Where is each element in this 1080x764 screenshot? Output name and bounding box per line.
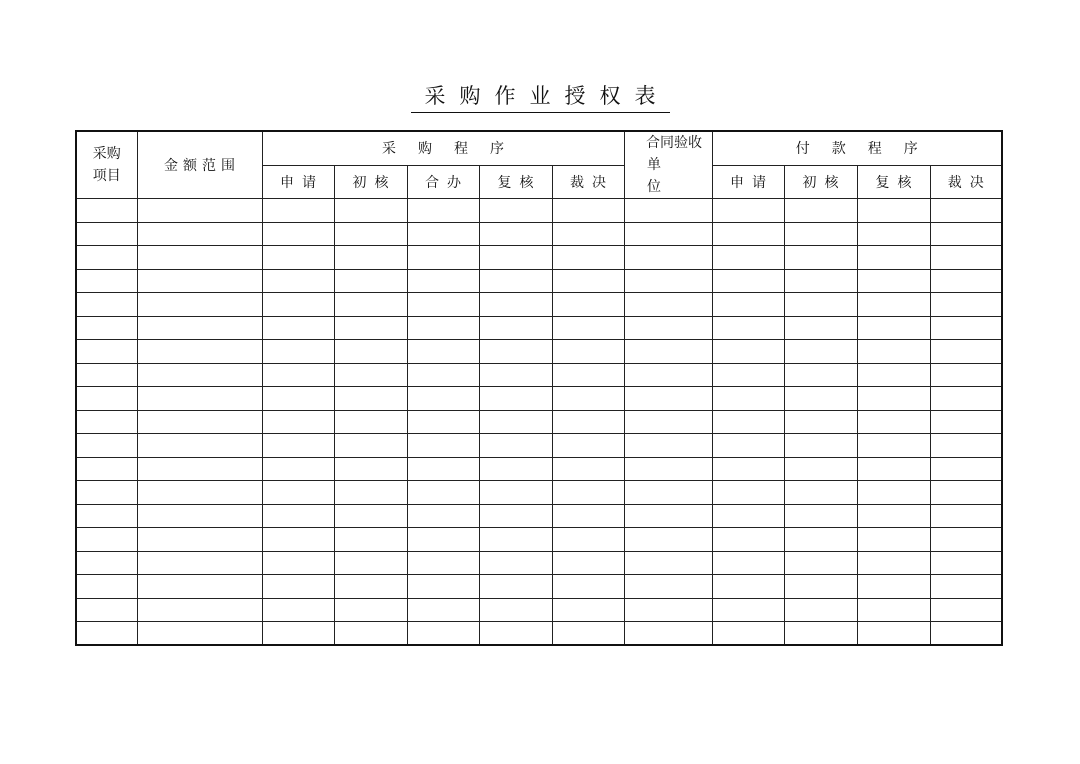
payment-step-apply-label: 申请 [730,174,775,191]
table-cell[interactable] [552,622,624,646]
table-cell[interactable] [784,622,857,646]
table-cell[interactable] [552,199,624,223]
header-procurement-item-line2: 项目 [92,168,121,184]
table-cell[interactable] [552,410,624,434]
table-cell[interactable] [552,363,624,387]
header-contract-inspection-line1: 合同验收 [646,135,703,151]
table-cell[interactable] [334,528,407,552]
table-cell[interactable] [784,504,857,528]
table-cell[interactable] [334,246,407,270]
table-cell[interactable] [784,481,857,505]
header-row-top [76,131,1002,165]
table-cell[interactable] [76,551,137,575]
procurement-step-initial-review-label: 初核 [352,174,397,191]
table-cell[interactable] [137,575,262,599]
table-cell[interactable] [334,481,407,505]
table-cell[interactable] [262,575,334,599]
procurement-step-joint-handling [407,165,479,198]
table-cell[interactable] [407,222,479,246]
table-cell[interactable] [857,457,930,481]
table-cell[interactable] [712,410,784,434]
table-cell[interactable] [76,246,137,270]
table-cell[interactable] [930,575,1002,599]
table-cell[interactable] [334,316,407,340]
table-cell[interactable] [137,528,262,552]
procurement-step-apply [262,165,334,198]
header-procurement-item-line1: 采购 [92,146,121,162]
payment-step-initial-review [784,165,857,198]
table-cell[interactable] [930,269,1002,293]
procurement-step-apply-label: 申请 [280,174,324,191]
table-cell[interactable] [262,434,334,458]
table-row [76,316,1002,340]
table-cell[interactable] [857,481,930,505]
table-cell[interactable] [930,316,1002,340]
table-cell[interactable] [784,293,857,317]
table-cell[interactable] [712,551,784,575]
table-cell[interactable] [76,340,137,364]
table-cell[interactable] [552,340,624,364]
table-cell[interactable] [334,293,407,317]
table-row [76,598,1002,622]
table-cell[interactable] [624,575,712,599]
table-cell[interactable] [407,598,479,622]
table-cell[interactable] [552,528,624,552]
table-cell[interactable] [712,504,784,528]
table-cell[interactable] [262,222,334,246]
table-row [76,363,1002,387]
table-cell[interactable] [712,387,784,411]
table-cell[interactable] [76,504,137,528]
table-cell[interactable] [262,246,334,270]
table-cell[interactable] [930,293,1002,317]
table-cell[interactable] [857,293,930,317]
table-cell[interactable] [930,551,1002,575]
table-cell[interactable] [76,410,137,434]
header-contract-inspection-unit [624,131,712,199]
table-cell[interactable] [624,551,712,575]
table-row [76,293,1002,317]
table-cell[interactable] [857,199,930,223]
table-cell[interactable] [784,457,857,481]
table-cell[interactable] [857,363,930,387]
table-cell[interactable] [624,457,712,481]
table-cell[interactable] [137,457,262,481]
table-cell[interactable] [76,293,137,317]
procurement-step-re-review [479,165,552,198]
header-procurement-procedure [262,131,624,165]
procurement-step-initial-review [334,165,407,198]
table-cell[interactable] [137,246,262,270]
table-cell[interactable] [712,598,784,622]
table-cell[interactable] [712,457,784,481]
table-cell[interactable] [552,481,624,505]
table-cell[interactable] [479,575,552,599]
table-cell[interactable] [857,575,930,599]
table-cell[interactable] [784,551,857,575]
table-cell[interactable] [930,457,1002,481]
table-row [76,269,1002,293]
table-cell[interactable] [712,340,784,364]
table-cell[interactable] [137,387,262,411]
table-cell[interactable] [76,316,137,340]
table-cell[interactable] [334,199,407,223]
table-cell[interactable] [334,622,407,646]
table-cell[interactable] [479,504,552,528]
table-cell[interactable] [624,269,712,293]
table-cell[interactable] [137,410,262,434]
header-contract-inspection-line2: 单位 [647,157,702,195]
table-cell[interactable] [334,457,407,481]
table-cell[interactable] [784,269,857,293]
table-cell[interactable] [624,316,712,340]
table-cell[interactable] [479,387,552,411]
table-cell[interactable] [334,575,407,599]
table-row [76,199,1002,223]
table-cell[interactable] [76,622,137,646]
table-cell[interactable] [712,199,784,223]
table-cell[interactable] [479,246,552,270]
table-cell[interactable] [407,504,479,528]
table-cell[interactable] [407,199,479,223]
table-cell[interactable] [857,434,930,458]
header-procurement-item [76,131,137,199]
table-cell[interactable] [552,222,624,246]
table-cell[interactable] [479,457,552,481]
table-cell[interactable] [857,598,930,622]
table-cell[interactable] [479,598,552,622]
table-cell[interactable] [137,363,262,387]
header-amount-range-label: 金额范围 [164,158,240,174]
table-cell[interactable] [137,551,262,575]
table-cell[interactable] [624,622,712,646]
table-cell[interactable] [552,316,624,340]
table-cell[interactable] [262,363,334,387]
table-cell[interactable] [334,504,407,528]
table-cell[interactable] [784,222,857,246]
table-cell[interactable] [784,316,857,340]
table-cell[interactable] [712,222,784,246]
table-cell[interactable] [552,293,624,317]
table-cell[interactable] [262,293,334,317]
table-cell[interactable] [76,575,137,599]
table-cell[interactable] [137,434,262,458]
table-cell[interactable] [407,246,479,270]
table-cell[interactable] [784,340,857,364]
table-cell[interactable] [624,410,712,434]
payment-step-apply [712,165,784,198]
table-row [76,340,1002,364]
table-cell[interactable] [76,528,137,552]
table-cell[interactable] [624,434,712,458]
table-cell[interactable] [407,575,479,599]
table-cell[interactable] [137,293,262,317]
table-cell[interactable] [137,504,262,528]
table-cell[interactable] [930,222,1002,246]
table-cell[interactable] [624,363,712,387]
table-cell[interactable] [624,387,712,411]
table-cell[interactable] [262,504,334,528]
header-payment-procedure-label: 付款程序 [795,141,940,158]
table-cell[interactable] [552,575,624,599]
table-cell[interactable] [552,457,624,481]
table-cell[interactable] [76,199,137,223]
table-cell[interactable] [137,340,262,364]
table-cell[interactable] [479,316,552,340]
table-row [76,551,1002,575]
table-cell[interactable] [76,363,137,387]
header-payment-procedure [712,131,1002,165]
table-row [76,246,1002,270]
table-cell[interactable] [930,246,1002,270]
table-cell[interactable] [479,269,552,293]
table-row [76,434,1002,458]
table-cell[interactable] [137,269,262,293]
table-cell[interactable] [552,269,624,293]
table-cell[interactable] [407,481,479,505]
table-cell[interactable] [334,269,407,293]
table-cell[interactable] [552,434,624,458]
table-cell[interactable] [930,199,1002,223]
payment-step-re-review [857,165,930,198]
table-cell[interactable] [857,387,930,411]
table-cell[interactable] [262,410,334,434]
table-cell[interactable] [930,434,1002,458]
table-cell[interactable] [334,340,407,364]
table-cell[interactable] [262,316,334,340]
table-cell[interactable] [930,410,1002,434]
procurement-step-decision-label: 裁决 [570,174,615,191]
table-cell[interactable] [262,199,334,223]
table-cell[interactable] [262,457,334,481]
table-cell[interactable] [407,457,479,481]
table-cell[interactable] [262,622,334,646]
table-cell[interactable] [784,528,857,552]
table-cell[interactable] [479,293,552,317]
table-cell[interactable] [76,387,137,411]
table-cell[interactable] [407,410,479,434]
table-cell[interactable] [857,316,930,340]
authorization-table [75,130,1003,646]
table-cell[interactable] [76,222,137,246]
table-cell[interactable] [76,598,137,622]
table-cell[interactable] [479,199,552,223]
table-cell[interactable] [930,340,1002,364]
table-cell[interactable] [479,410,552,434]
table-cell[interactable] [334,551,407,575]
table-cell[interactable] [624,199,712,223]
table-cell[interactable] [262,528,334,552]
table-cell[interactable] [712,316,784,340]
table-cell[interactable] [407,269,479,293]
table-cell[interactable] [784,410,857,434]
table-cell[interactable] [624,528,712,552]
table-row [76,504,1002,528]
table-cell[interactable] [334,387,407,411]
table-row [76,528,1002,552]
table-cell[interactable] [76,434,137,458]
table-cell[interactable] [407,293,479,317]
header-procurement-procedure-label: 采购程序 [382,141,527,158]
table-cell[interactable] [857,551,930,575]
table-cell[interactable] [407,387,479,411]
table-cell[interactable] [930,504,1002,528]
table-cell[interactable] [930,387,1002,411]
table-cell[interactable] [137,481,262,505]
table-cell[interactable] [857,269,930,293]
table-cell[interactable] [552,598,624,622]
table-cell[interactable] [624,246,712,270]
table-cell[interactable] [479,222,552,246]
table-cell[interactable] [857,528,930,552]
table-cell[interactable] [930,363,1002,387]
payment-step-decision [930,165,1002,198]
table-cell[interactable] [137,622,262,646]
table-cell[interactable] [624,293,712,317]
table-cell[interactable] [262,551,334,575]
table-cell[interactable] [479,622,552,646]
table-cell[interactable] [137,199,262,223]
table-cell[interactable] [407,363,479,387]
table-cell[interactable] [76,269,137,293]
table-cell[interactable] [857,410,930,434]
table-cell[interactable] [262,269,334,293]
table-cell[interactable] [407,528,479,552]
table-cell[interactable] [784,199,857,223]
table-cell[interactable] [552,246,624,270]
payment-step-re-review-label: 复核 [875,174,920,191]
table-cell[interactable] [624,598,712,622]
table-cell[interactable] [857,340,930,364]
form-title [0,80,1080,113]
table-cell[interactable] [479,434,552,458]
table-cell[interactable] [137,222,262,246]
table-cell[interactable] [407,434,479,458]
table-cell[interactable] [262,598,334,622]
table-cell[interactable] [262,340,334,364]
table-cell[interactable] [262,481,334,505]
table-cell[interactable] [712,246,784,270]
table-cell[interactable] [712,293,784,317]
table-cell[interactable] [857,246,930,270]
procurement-step-decision [552,165,624,198]
table-cell[interactable] [857,622,930,646]
table-cell[interactable] [784,575,857,599]
table-cell[interactable] [334,222,407,246]
table-cell[interactable] [407,622,479,646]
table-row [76,410,1002,434]
table-row [76,622,1002,646]
table-cell[interactable] [712,434,784,458]
form-title-text: 采购作业授权表 [411,80,670,113]
table-cell[interactable] [784,246,857,270]
table-cell[interactable] [262,387,334,411]
payment-step-initial-review-label: 初核 [802,174,847,191]
table-cell[interactable] [407,316,479,340]
table-cell[interactable] [624,222,712,246]
payment-step-decision-label: 裁决 [947,174,992,191]
table-cell[interactable] [712,481,784,505]
table-cell[interactable] [334,410,407,434]
table-cell[interactable] [76,481,137,505]
table-cell[interactable] [857,504,930,528]
table-cell[interactable] [334,363,407,387]
table-cell[interactable] [479,551,552,575]
table-row [76,575,1002,599]
table-cell[interactable] [784,598,857,622]
table-cell[interactable] [784,434,857,458]
table-cell[interactable] [479,340,552,364]
table-cell[interactable] [552,504,624,528]
table-row [76,457,1002,481]
table-cell[interactable] [930,528,1002,552]
table-cell[interactable] [784,387,857,411]
table-cell[interactable] [712,622,784,646]
table-row [76,387,1002,411]
procurement-step-re-review-label: 复核 [497,174,542,191]
table-cell[interactable] [930,598,1002,622]
table-cell[interactable] [334,598,407,622]
table-row [76,481,1002,505]
table-cell[interactable] [479,528,552,552]
table-cell[interactable] [552,387,624,411]
table-cell[interactable] [712,575,784,599]
table-row [76,222,1002,246]
table-cell[interactable] [552,551,624,575]
table-cell[interactable] [624,481,712,505]
table-cell[interactable] [479,363,552,387]
table-cell[interactable] [624,340,712,364]
header-amount-range [137,131,262,199]
table-cell[interactable] [479,481,552,505]
table-cell[interactable] [137,598,262,622]
table-cell[interactable] [334,434,407,458]
table-cell[interactable] [76,457,137,481]
table-cell[interactable] [930,481,1002,505]
table-cell[interactable] [712,528,784,552]
table-cell[interactable] [930,622,1002,646]
table-cell[interactable] [407,340,479,364]
procurement-step-joint-handling-label: 合办 [425,174,469,191]
table-cell[interactable] [857,222,930,246]
table-cell[interactable] [137,316,262,340]
table-cell[interactable] [712,269,784,293]
table-cell[interactable] [784,363,857,387]
table-cell[interactable] [407,551,479,575]
table-cell[interactable] [624,504,712,528]
table-cell[interactable] [712,363,784,387]
